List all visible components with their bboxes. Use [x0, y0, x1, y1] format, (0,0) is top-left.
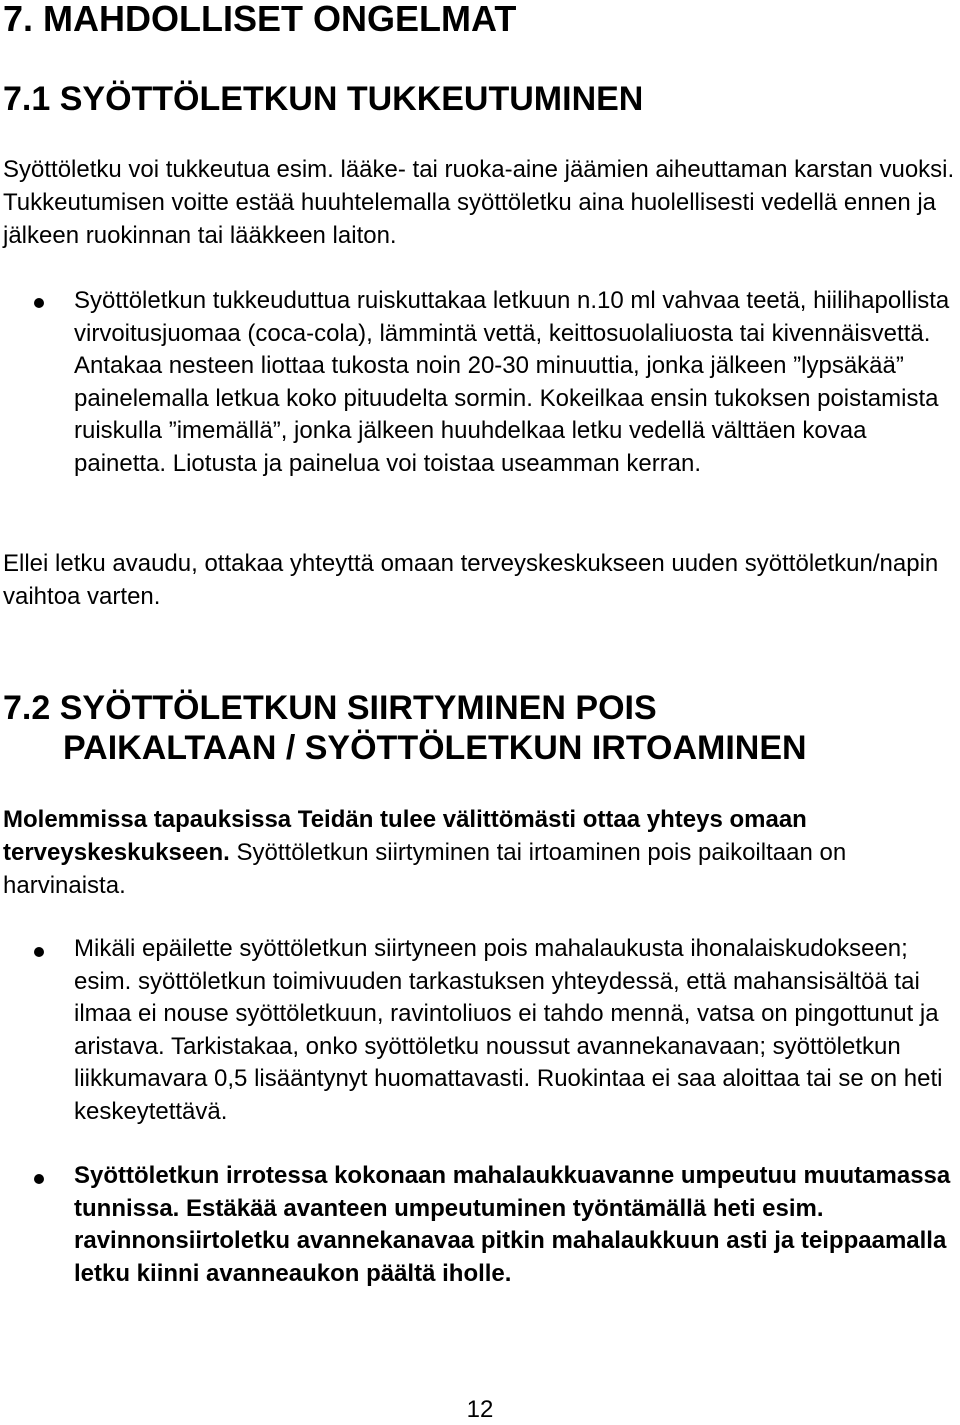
bullet-detachment: Syöttöletkun irrotessa kokonaan mahalaukkuavanne umpeutuu muutamassa tunnissa. Estäkää avanteen umpeutuminen työntämällä heti esim. ravinnonsiirtoletku avannekanavaa pitkin mahalaukkuun asti ja teippaamalla letku kiinni avanneaukon päältä iholle.: [74, 1162, 951, 1287]
bullet-dot: [34, 298, 44, 308]
page-number: 12: [466, 1396, 494, 1423]
warning-rest-text: Syöttöletkun siirtyminen tai irtoaminen pois paikoiltaan on harvinaista.: [3, 839, 847, 899]
bullet-displacement: Mikäli epäilette syöttöletkun siirtyneen pois mahalaukusta ihonalaiskudokseen; esim. syöttöletkun toimivuuden tarkastuksen yhteydessä, että mahansisältöä tai ilmaa ei nouse syöttöletkuun, ravintoliuos ei tahdo mennä, vatsa on pingottunut ja aristava. Tarkistakaa, onko syöttöletku noussut avannekanavaan; syöttöletkun liikkumavara 0,5 lisääntynyt huomattavasti. Ruokintaa ei saa aloittaa tai se on heti keskeytettävä.: [74, 935, 943, 1125]
section-title-7-2-line2: PAIKALTAAN / SYÖTTÖLETKUN IRTOAMINEN: [63, 729, 807, 767]
bullet-unclog-instructions: Syöttöletkun tukkeuduttua ruiskuttakaa letkuun n.10 ml vahvaa teetä, hiilihapollista virvoitusjuomaa (coca-cola), lämmintä vettä, keittosuolaliuosta tai kivennäisvettä. Antakaa nesteen liottaa tukosta noin 20-30 minuuttia, jonka jälkeen ”lypsäkää” painelemalla letkua koko pituudelta sormin. Kokeilkaa ensin tukoksen poistamista ruiskulla ”imemällä”, jonka jälkeen huuhdelkaa letku vedellä välttäen kovaa painetta. Liotusta ja painelua voi toistaa useamman kerran.: [74, 287, 950, 477]
warning-paragraph: [3, 803, 958, 902]
section-title-7-2-line1: 7.2 SYÖTTÖLETKUN SIIRTYMINEN POIS: [3, 689, 657, 727]
section-title-7-1: 7.1 SYÖTTÖLETKUN TUKKEUTUMINEN: [3, 80, 644, 118]
intro-paragraph: Syöttöletku voi tukkeutua esim. lääke- tai ruoka-aine jäämien aiheuttaman karstan vuoksi. Tukkeutumisen voitte estää huuhtelemalla syöttöletku aina huolellisesti vedellä ennen ja jälkeen ruokinnan tai lääkkeen laiton.: [3, 156, 955, 249]
contact-paragraph: Ellei letku avaudu, ottakaa yhteyttä omaan terveyskeskukseen uuden syöttöletkun/napin vaihtoa varten.: [3, 550, 939, 610]
section-title-7-2: [3, 688, 807, 768]
warning-bold-text: Molemmissa tapauksissa Teidän tulee välittömästi ottaa yhteys omaan terveyskeskukseen.: [3, 806, 807, 866]
bullet-dot: [34, 1174, 44, 1184]
chapter-title: 7. MAHDOLLISET ONGELMAT: [3, 0, 517, 39]
bullet-dot: [34, 947, 44, 957]
